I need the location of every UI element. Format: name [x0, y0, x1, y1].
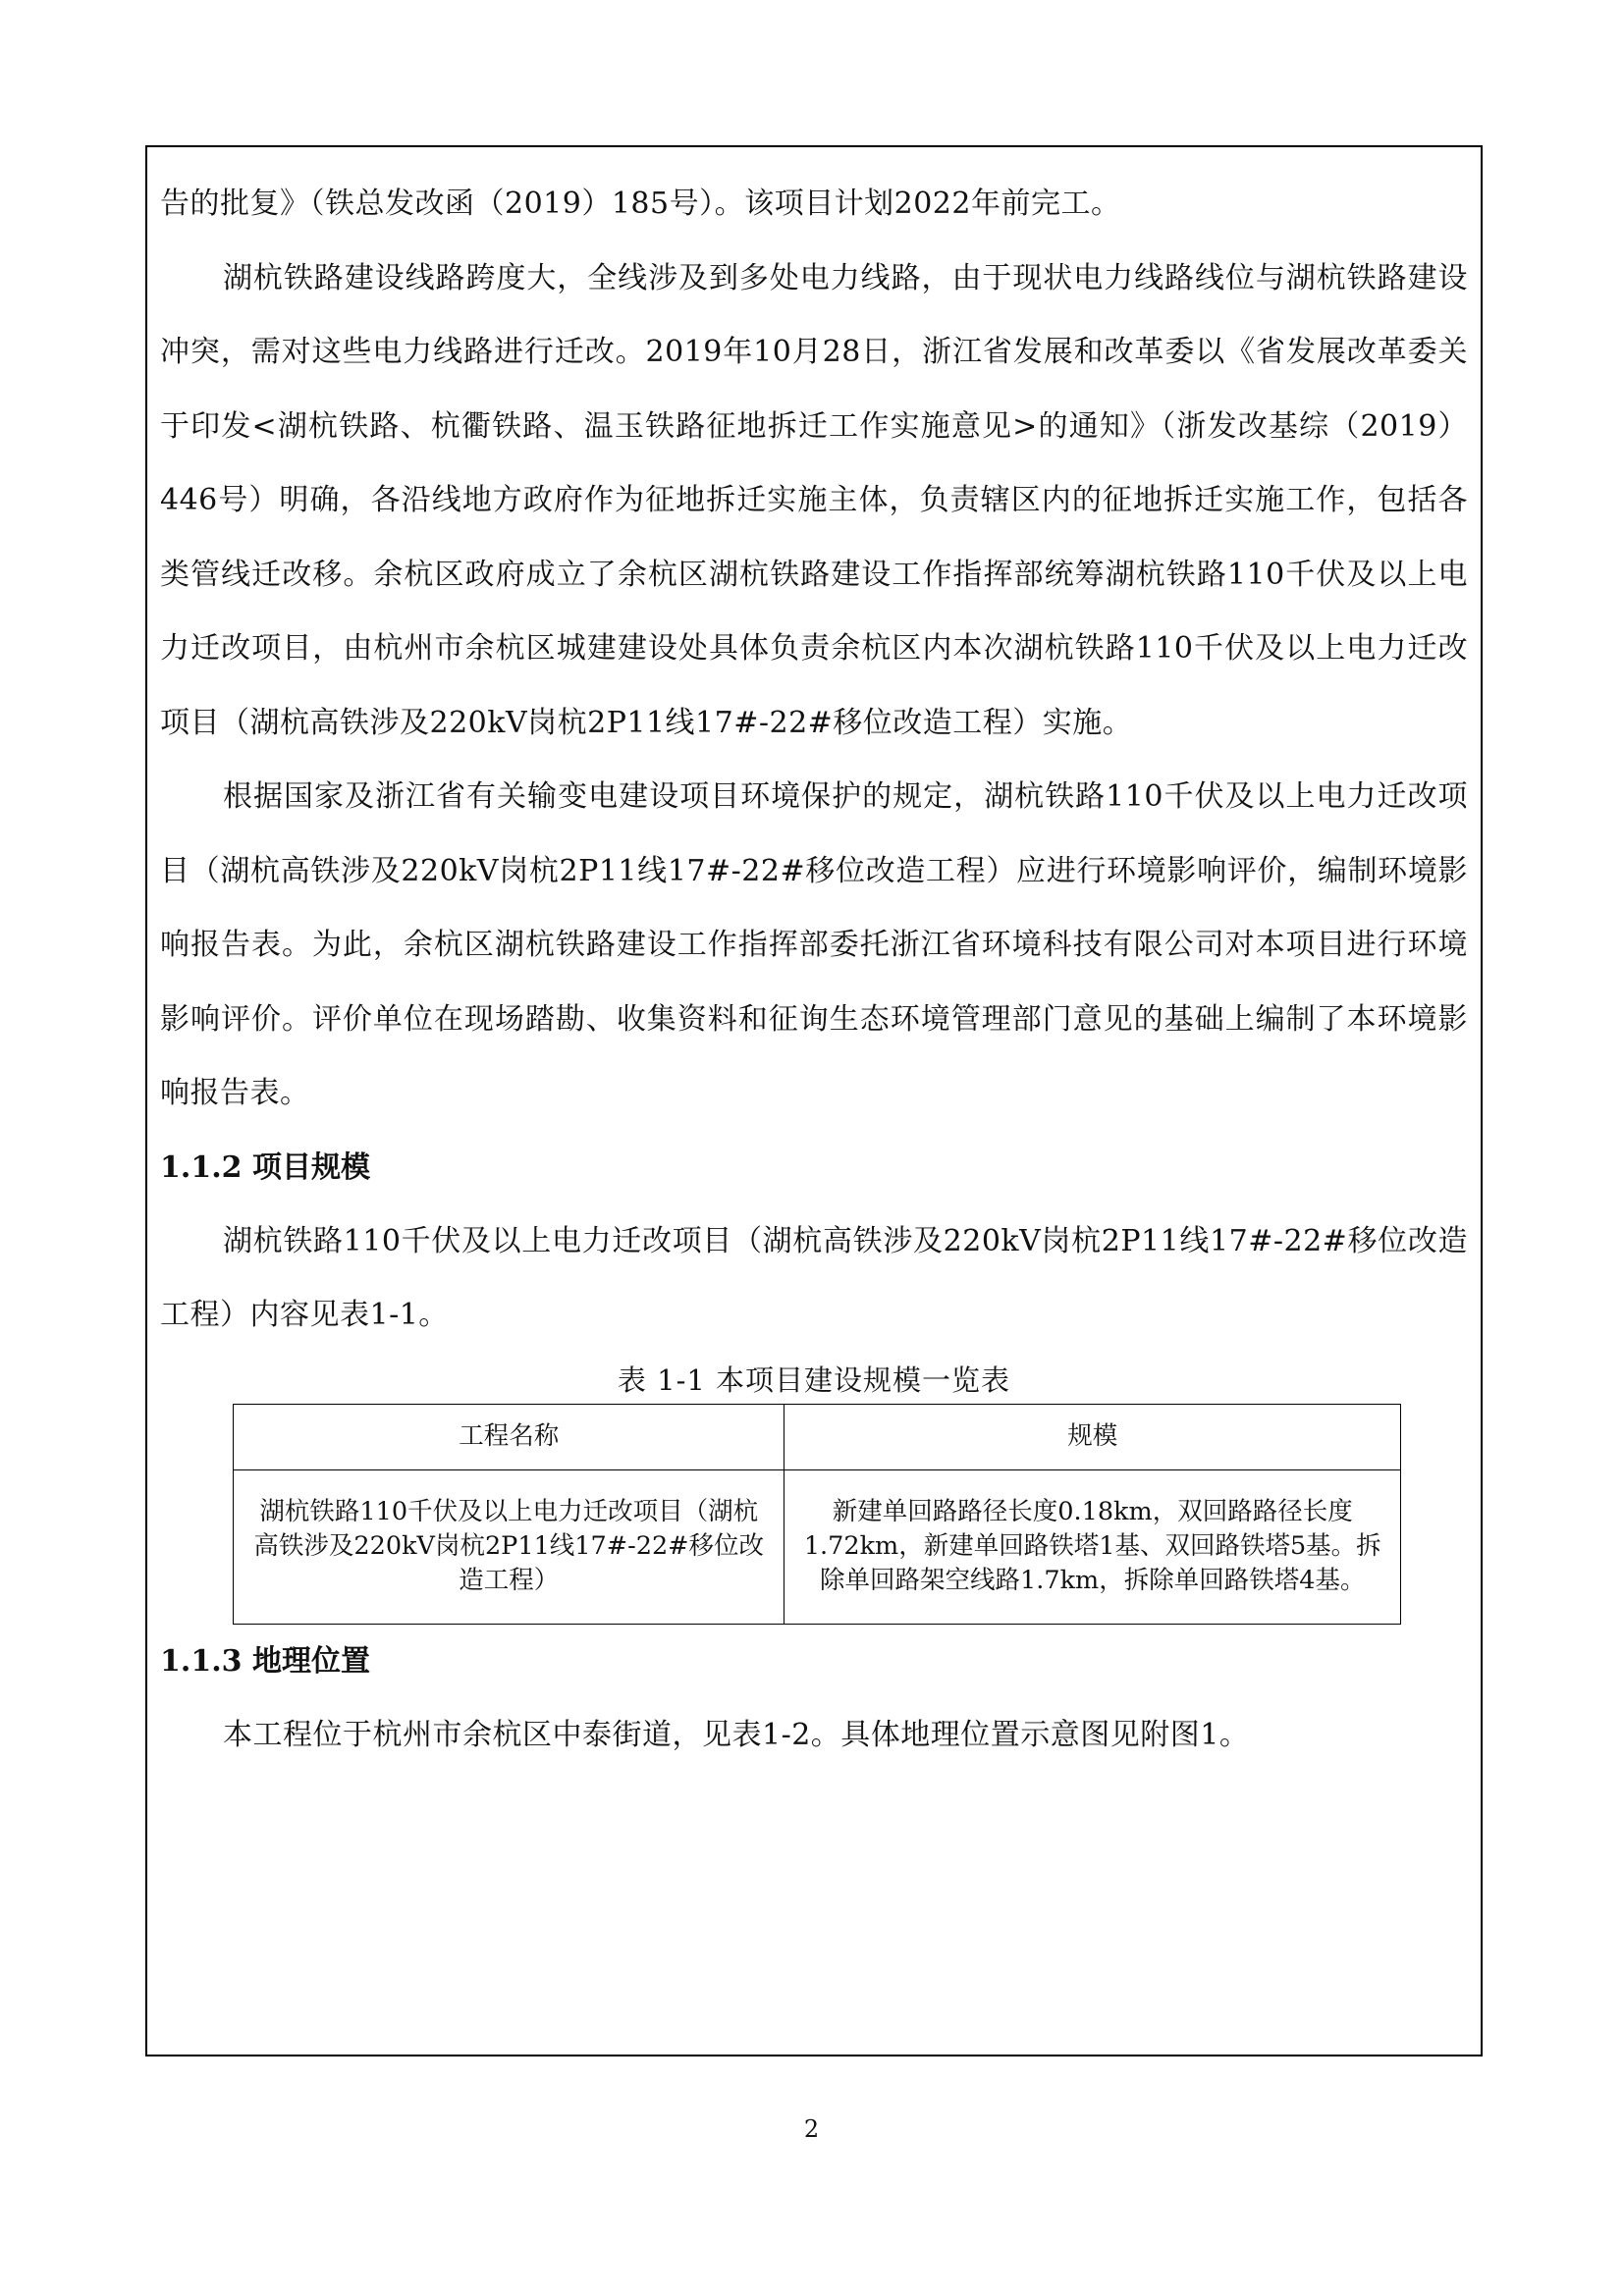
paragraph-location: 本工程位于杭州市余杭区中泰街道，见表1-2。具体地理位置示意图见附图1。	[223, 1717, 1250, 1752]
section-heading-scale: 1.1.2 项目规模	[160, 1149, 370, 1185]
table-header-row	[234, 1404, 1401, 1469]
table-cell-project-scale: 新建单回路路径长度0.18km，双回路路径长度1.72km，新建单回路铁塔1基、双回路铁塔5基。拆除单回路架空线路1.7km，拆除单回路铁塔4基。	[784, 1469, 1401, 1624]
table-wrapper	[233, 1404, 1401, 1625]
table-header-cell: 工程名称	[234, 1404, 784, 1469]
paragraph-background: 湖杭铁路建设线路跨度大，全线涉及到多处电力线路，由于现状电力线路线位与湖杭铁路建设冲突，需对这些电力线路进行迁改。2019年10月28日，浙江省发展和改革委以《省发展改革委关于印发<湖杭铁路、杭衢铁路、温玉铁路征地拆迁工作实施意见>的通知》（浙发改基综（2019）446号）明确，各沿线地方政府作为征地拆迁实施主体，负责辖区内的征地拆迁实施工作，包括各类管线迁改移。余杭区政府成立了余杭区湖杭铁路建设工作指挥部统筹湖杭铁路110千伏及以上电力迁改项目，由杭州市余杭区城建建设处具体负责余杭区内本次湖杭铁路110千伏及以上电力迁改项目（湖杭高铁涉及220kV岗杭2P11线17#-22#移位改造工程）实施。	[160, 260, 1468, 740]
table-caption: 表 1-1 本项目建设规模一览表	[617, 1362, 1011, 1397]
table-header-cell: 规模	[784, 1404, 1401, 1469]
paragraph-intro-tail: 告的批复》（铁总发改函（2019）185号）。该项目计划2022年前完工。	[160, 187, 1121, 221]
section-heading-location: 1.1.3 地理位置	[160, 1643, 370, 1679]
scale-table	[233, 1404, 1401, 1625]
document-body	[160, 167, 1468, 1772]
paragraph-scale: 湖杭铁路110千伏及以上电力迁改项目（湖杭高铁涉及220kV岗杭2P11线17#-22#移位改造工程）内容见表1-1。	[160, 1223, 1468, 1332]
table-cell-project-name: 湖杭铁路110千伏及以上电力迁改项目（湖杭高铁涉及220kV岗杭2P11线17#-22#移位改造工程）	[234, 1469, 784, 1624]
page-number: 2	[803, 2115, 820, 2143]
table-row	[234, 1469, 1401, 1624]
paragraph-assessment: 根据国家及浙江省有关输变电建设项目环境保护的规定，湖杭铁路110千伏及以上电力迁改项目（湖杭高铁涉及220kV岗杭2P11线17#-22#移位改造工程）应进行环境影响评价，编制环境影响报告表。为此，余杭区湖杭铁路建设工作指挥部委托浙江省环境科技有限公司对本项目进行环境影响评价。评价单位在现场踏勘、收集资料和征询生态环境管理部门意见的基础上编制了本环境影响报告表。	[160, 779, 1468, 1110]
